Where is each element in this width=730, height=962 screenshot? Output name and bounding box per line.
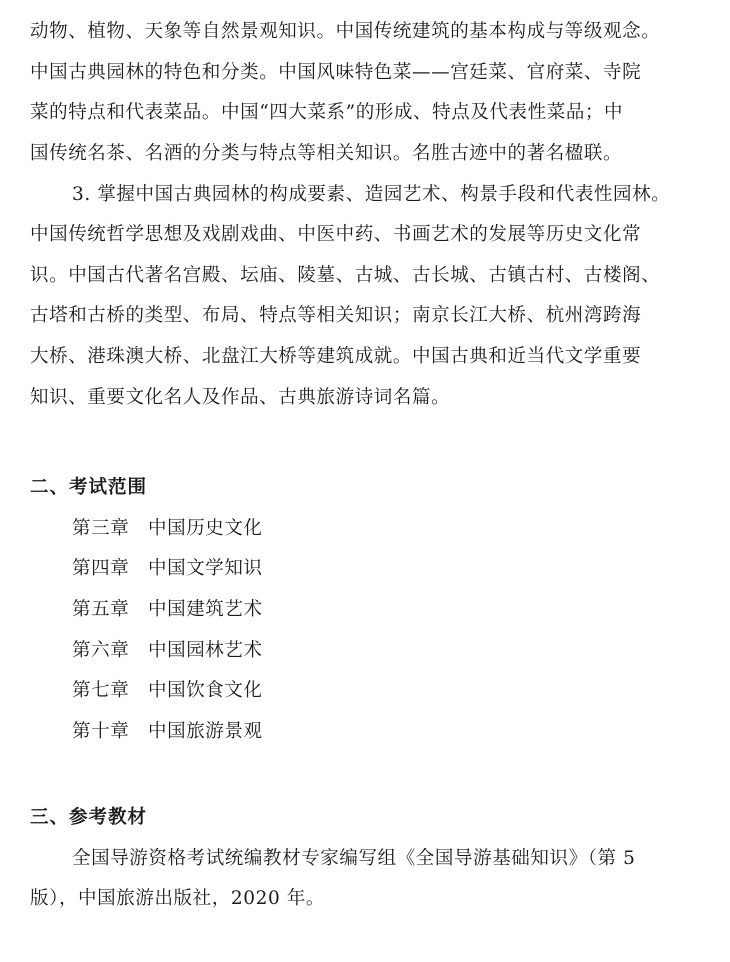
paragraph-line: 知识、重要文化名人及作品、古典旅游诗词名篇。	[30, 387, 451, 408]
chapter-number: 第五章	[72, 599, 130, 620]
chapter-number: 第四章	[72, 558, 130, 579]
chapter-item	[72, 679, 263, 703]
chapter-title: 中国饮食文化	[148, 680, 263, 701]
chapter-number: 第三章	[72, 518, 130, 539]
chapter-item	[72, 557, 263, 581]
paragraph-line: 中国古典园林的特色和分类。中国风味特色菜——宫廷菜、官府菜、寺院	[30, 62, 642, 83]
chapter-title: 中国建筑艺术	[148, 599, 263, 620]
paragraph-line: 中国传统哲学思想及戏剧戏曲、中医中药、书画艺术的发展等历史文化常	[30, 224, 642, 245]
chapter-number: 第十章	[72, 721, 130, 742]
paragraph-line: 国传统名茶、名酒的分类与特点等相关知识。名胜古迹中的著名楹联。	[30, 143, 623, 164]
chapter-number: 第六章	[72, 640, 130, 661]
section-heading-exam-scope: 二、考试范围	[30, 477, 148, 498]
paragraph-line: 大桥、港珠澳大桥、北盘江大桥等建筑成就。中国古典和近当代文学重要	[30, 346, 642, 367]
chapter-title: 中国旅游景观	[148, 721, 263, 742]
paragraph-line: 3. 掌握中国古典园林的构成要素、造园艺术、构景手段和代表性园林。	[72, 184, 671, 205]
section-heading-reference-textbook: 三、参考教材	[30, 807, 148, 828]
paragraph-line: 识。中国古代著名宫殿、坛庙、陵墓、古城、古长城、古镇古村、古楼阁、	[30, 265, 661, 286]
chapter-title: 中国园林艺术	[148, 640, 263, 661]
paragraph-line: 菜的特点和代表菜品。中国“四大菜系”的形成、特点及代表性菜品；中	[30, 102, 624, 123]
chapter-number: 第七章	[72, 680, 130, 701]
chapter-item	[72, 639, 263, 663]
chapter-item	[72, 598, 263, 622]
chapter-title: 中国历史文化	[148, 518, 263, 539]
paragraph-line: 版），中国旅游出版社，2020 年。	[30, 888, 326, 909]
paragraph-line: 动物、植物、天象等自然景观知识。中国传统建筑的基本构成与等级观念。	[30, 21, 661, 42]
chapter-title: 中国文学知识	[148, 558, 263, 579]
chapter-item	[72, 517, 263, 541]
chapter-item	[72, 720, 263, 744]
paragraph-line: 全国导游资格考试统编教材专家编写组《全国导游基础知识》（第 5	[72, 848, 636, 869]
paragraph-line: 古塔和古桥的类型、布局、特点等相关知识；南京长江大桥、杭州湾跨海	[30, 305, 642, 326]
